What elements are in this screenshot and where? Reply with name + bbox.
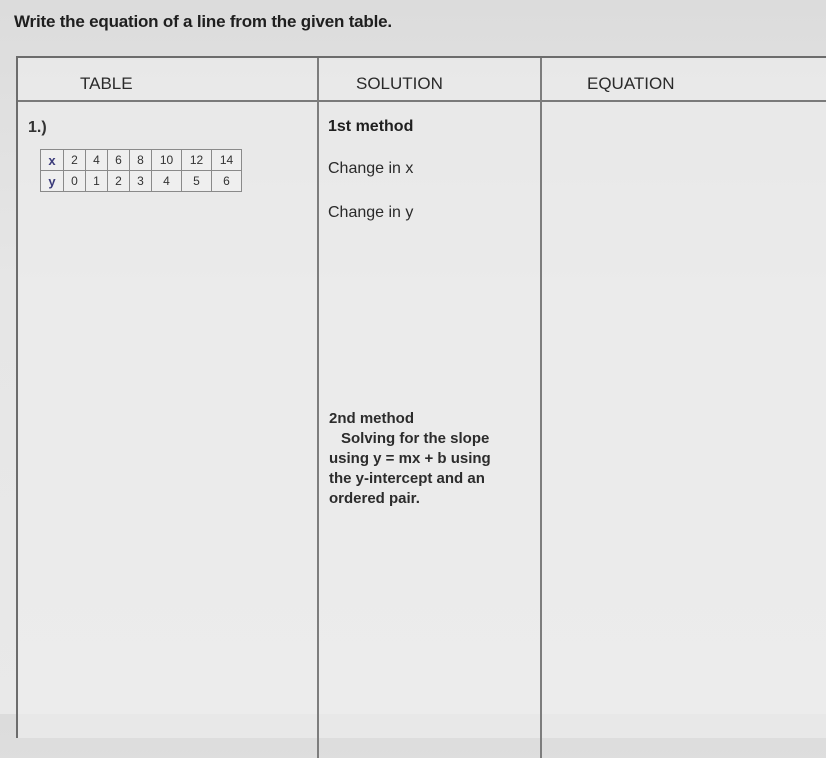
header-row [18,58,826,102]
column-divider-1 [317,58,319,758]
x-value: 14 [212,150,242,171]
x-value: 8 [130,150,152,171]
x-value: 12 [182,150,212,171]
equation-column-header: EQUATION [587,74,675,93]
x-value: 6 [108,150,130,171]
change-in-y-label: Change in y [328,204,414,221]
second-method-block [329,409,544,509]
first-method-label: 1st method [328,118,414,135]
y-value: 5 [182,171,212,192]
solution-column-header: SOLUTION [356,74,443,93]
y-value: 3 [130,171,152,192]
y-value: 1 [86,171,108,192]
table-column-header: TABLE [80,74,133,93]
y-value: 4 [152,171,182,192]
column-divider-2 [540,58,542,758]
x-value: 10 [152,150,182,171]
second-method-line: ordered pair. [329,490,420,507]
second-method-label: 2nd method [329,410,414,427]
xy-value-table [40,149,242,192]
x-label: x [41,150,64,171]
second-method-line: Solving for the slope [341,430,490,447]
worksheet-table [16,56,826,738]
y-row [41,171,242,192]
x-row [41,150,242,171]
second-method-line: the y-intercept and an [329,470,485,487]
second-method-line: using y = mx + b using [329,450,491,467]
problem-number: 1.) [28,119,47,136]
y-value: 2 [108,171,130,192]
instruction-text: Write the equation of a line from the given table. [14,12,392,31]
x-value: 2 [64,150,86,171]
y-value: 0 [64,171,86,192]
y-value: 6 [212,171,242,192]
change-in-x-label: Change in x [328,160,414,177]
x-value: 4 [86,150,108,171]
y-label: y [41,171,64,192]
